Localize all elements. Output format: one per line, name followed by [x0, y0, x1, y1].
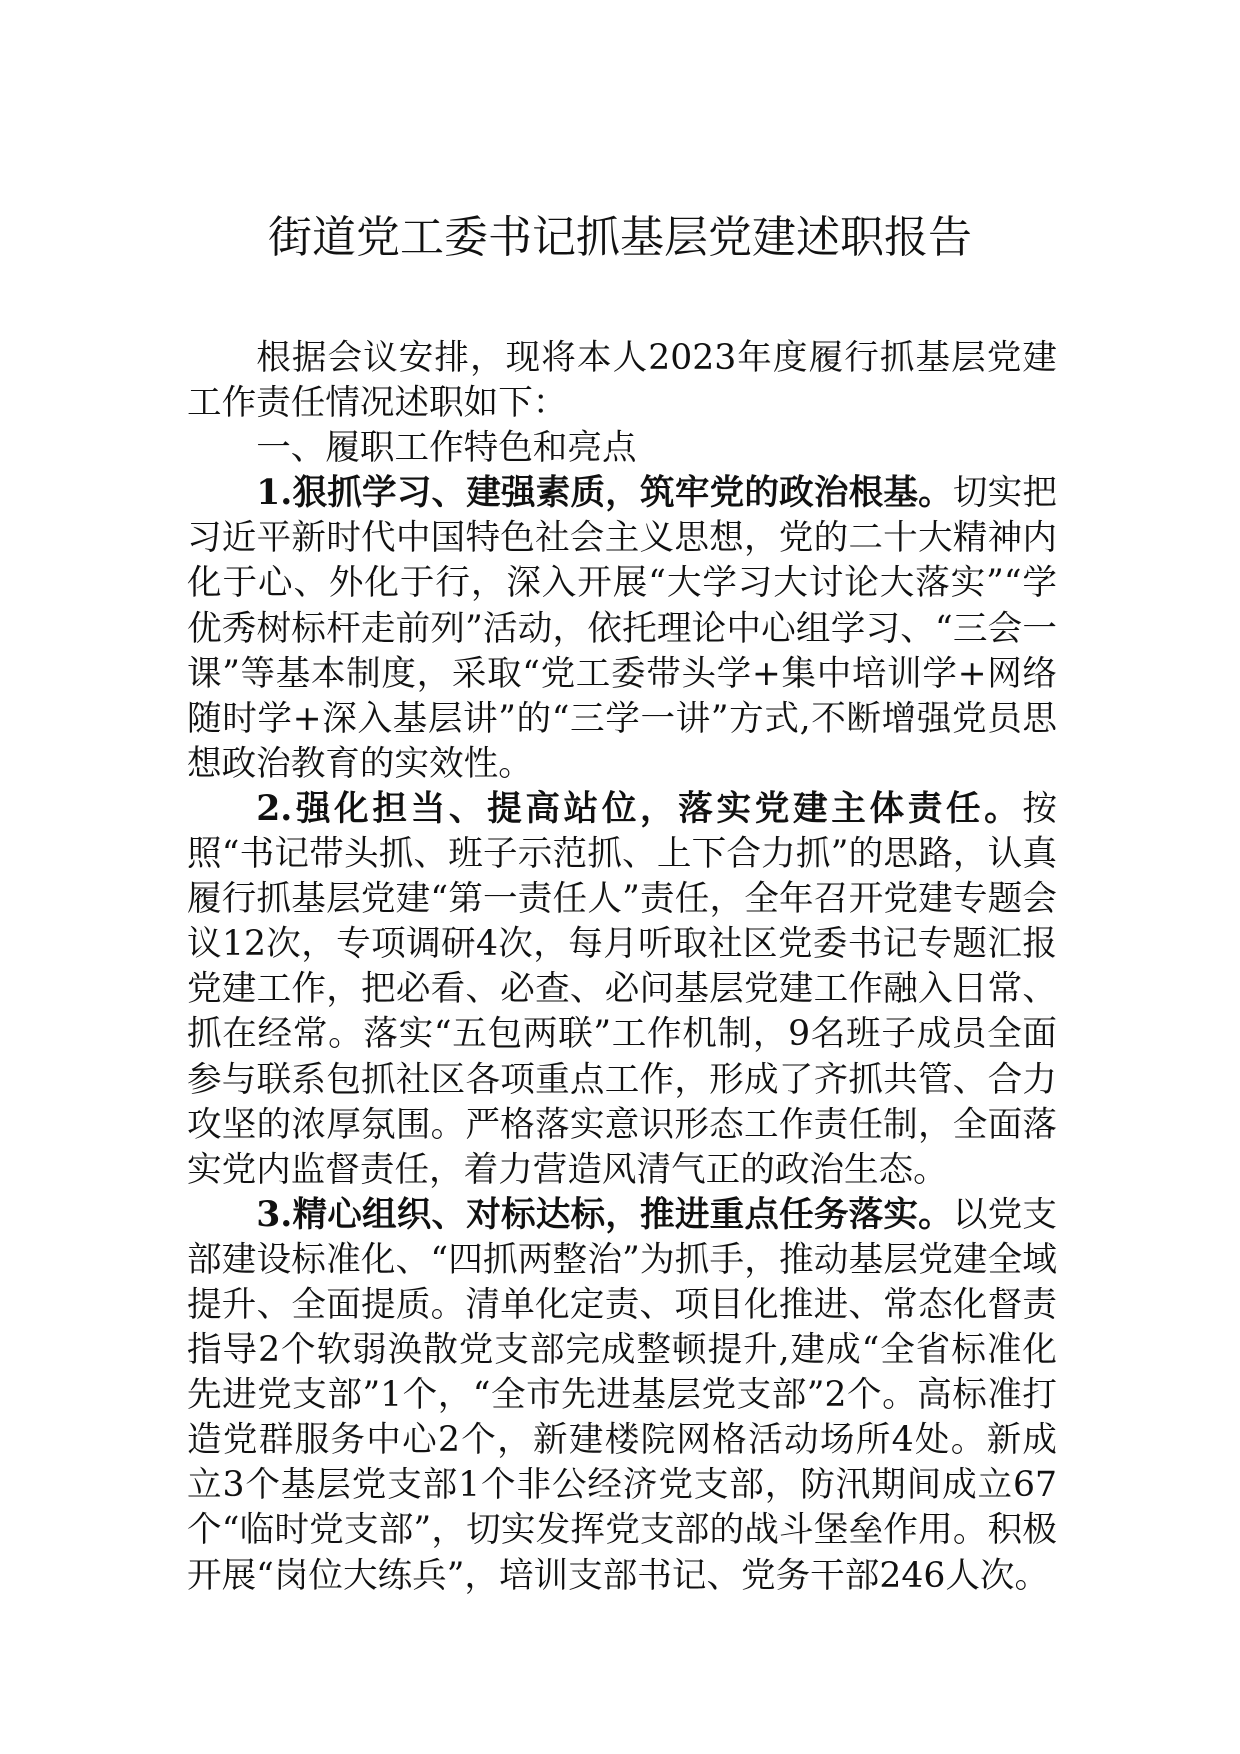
paragraph-1	[187, 471, 1057, 787]
paragraph-2-heading: 2.强化担当、提高站位，落实党建主体责任。	[256, 788, 1023, 829]
paragraph-1-text: 切实把习近平新时代中国特色社会主义思想，党的二十大精神内化于心、外化于行，深入开展“大学习大讨论大落实”“学优秀树标杆走前列”活动，依托理论中心组学习、“三会一课”等基本制度，采取“党工委带头学+集中培训学+网络随时学+深入基层讲”的“三学一讲”方式,不断增强党员思想政治教育的实效性。	[187, 473, 1058, 784]
paragraph-3	[187, 1193, 1057, 1599]
paragraph-1-heading: 1.狠抓学习、建强素质，筑牢党的政治根基。	[256, 473, 953, 514]
section-heading: 一、履职工作特色和亮点	[256, 428, 637, 469]
paragraph-2	[187, 787, 1057, 1193]
paragraph-3-heading: 3.精心组织、对标达标，推进重点任务落实。	[256, 1194, 953, 1235]
paragraph-2-text: 按照“书记带头抓、班子示范抓、上下合力抓”的思路，认真履行抓基层党建“第一责任人”责任，全年召开党建专题会议12次，专项调研4次，每月听取社区党委书记专题汇报党建工作，把必看、必查、必问基层党建工作融入日常、抓在经常。落实“五包两联”工作机制，9名班子成员全面参与联系包抓社区各项重点工作，形成了齐抓共管、合力攻坚的浓厚氛围。严格落实意识形态工作责任制，全面落实党内监督责任，着力营造风清气正的政治生态。	[187, 788, 1057, 1190]
paragraph-3-text: 以党支部建设标准化、“四抓两整治”为抓手，推动基层党建全域提升、全面提质。清单化定责、项目化推进、常态化督责指导2个软弱涣散党支部完成整顿提升,建成“全省标准化先进党支部”1个，“全市先进基层党支部”2个。高标准打造党群服务中心2个，新建楼院网格活动场所4处。新成立3个基层党支部1个非公经济党支部，防汛期间成立67个“临时党支部”，切实发挥党支部的战斗堡垒作用。积极开展“岗位大练兵”，培训支部书记、党务干部246人次。	[187, 1194, 1058, 1596]
intro-paragraph: 根据会议安排，现将本人2023年度履行抓基层党建工作责任情况述职如下：	[187, 338, 1057, 424]
document-body	[187, 336, 1057, 1599]
document-title: 街道党工委书记抓基层党建述职报告	[268, 212, 972, 263]
